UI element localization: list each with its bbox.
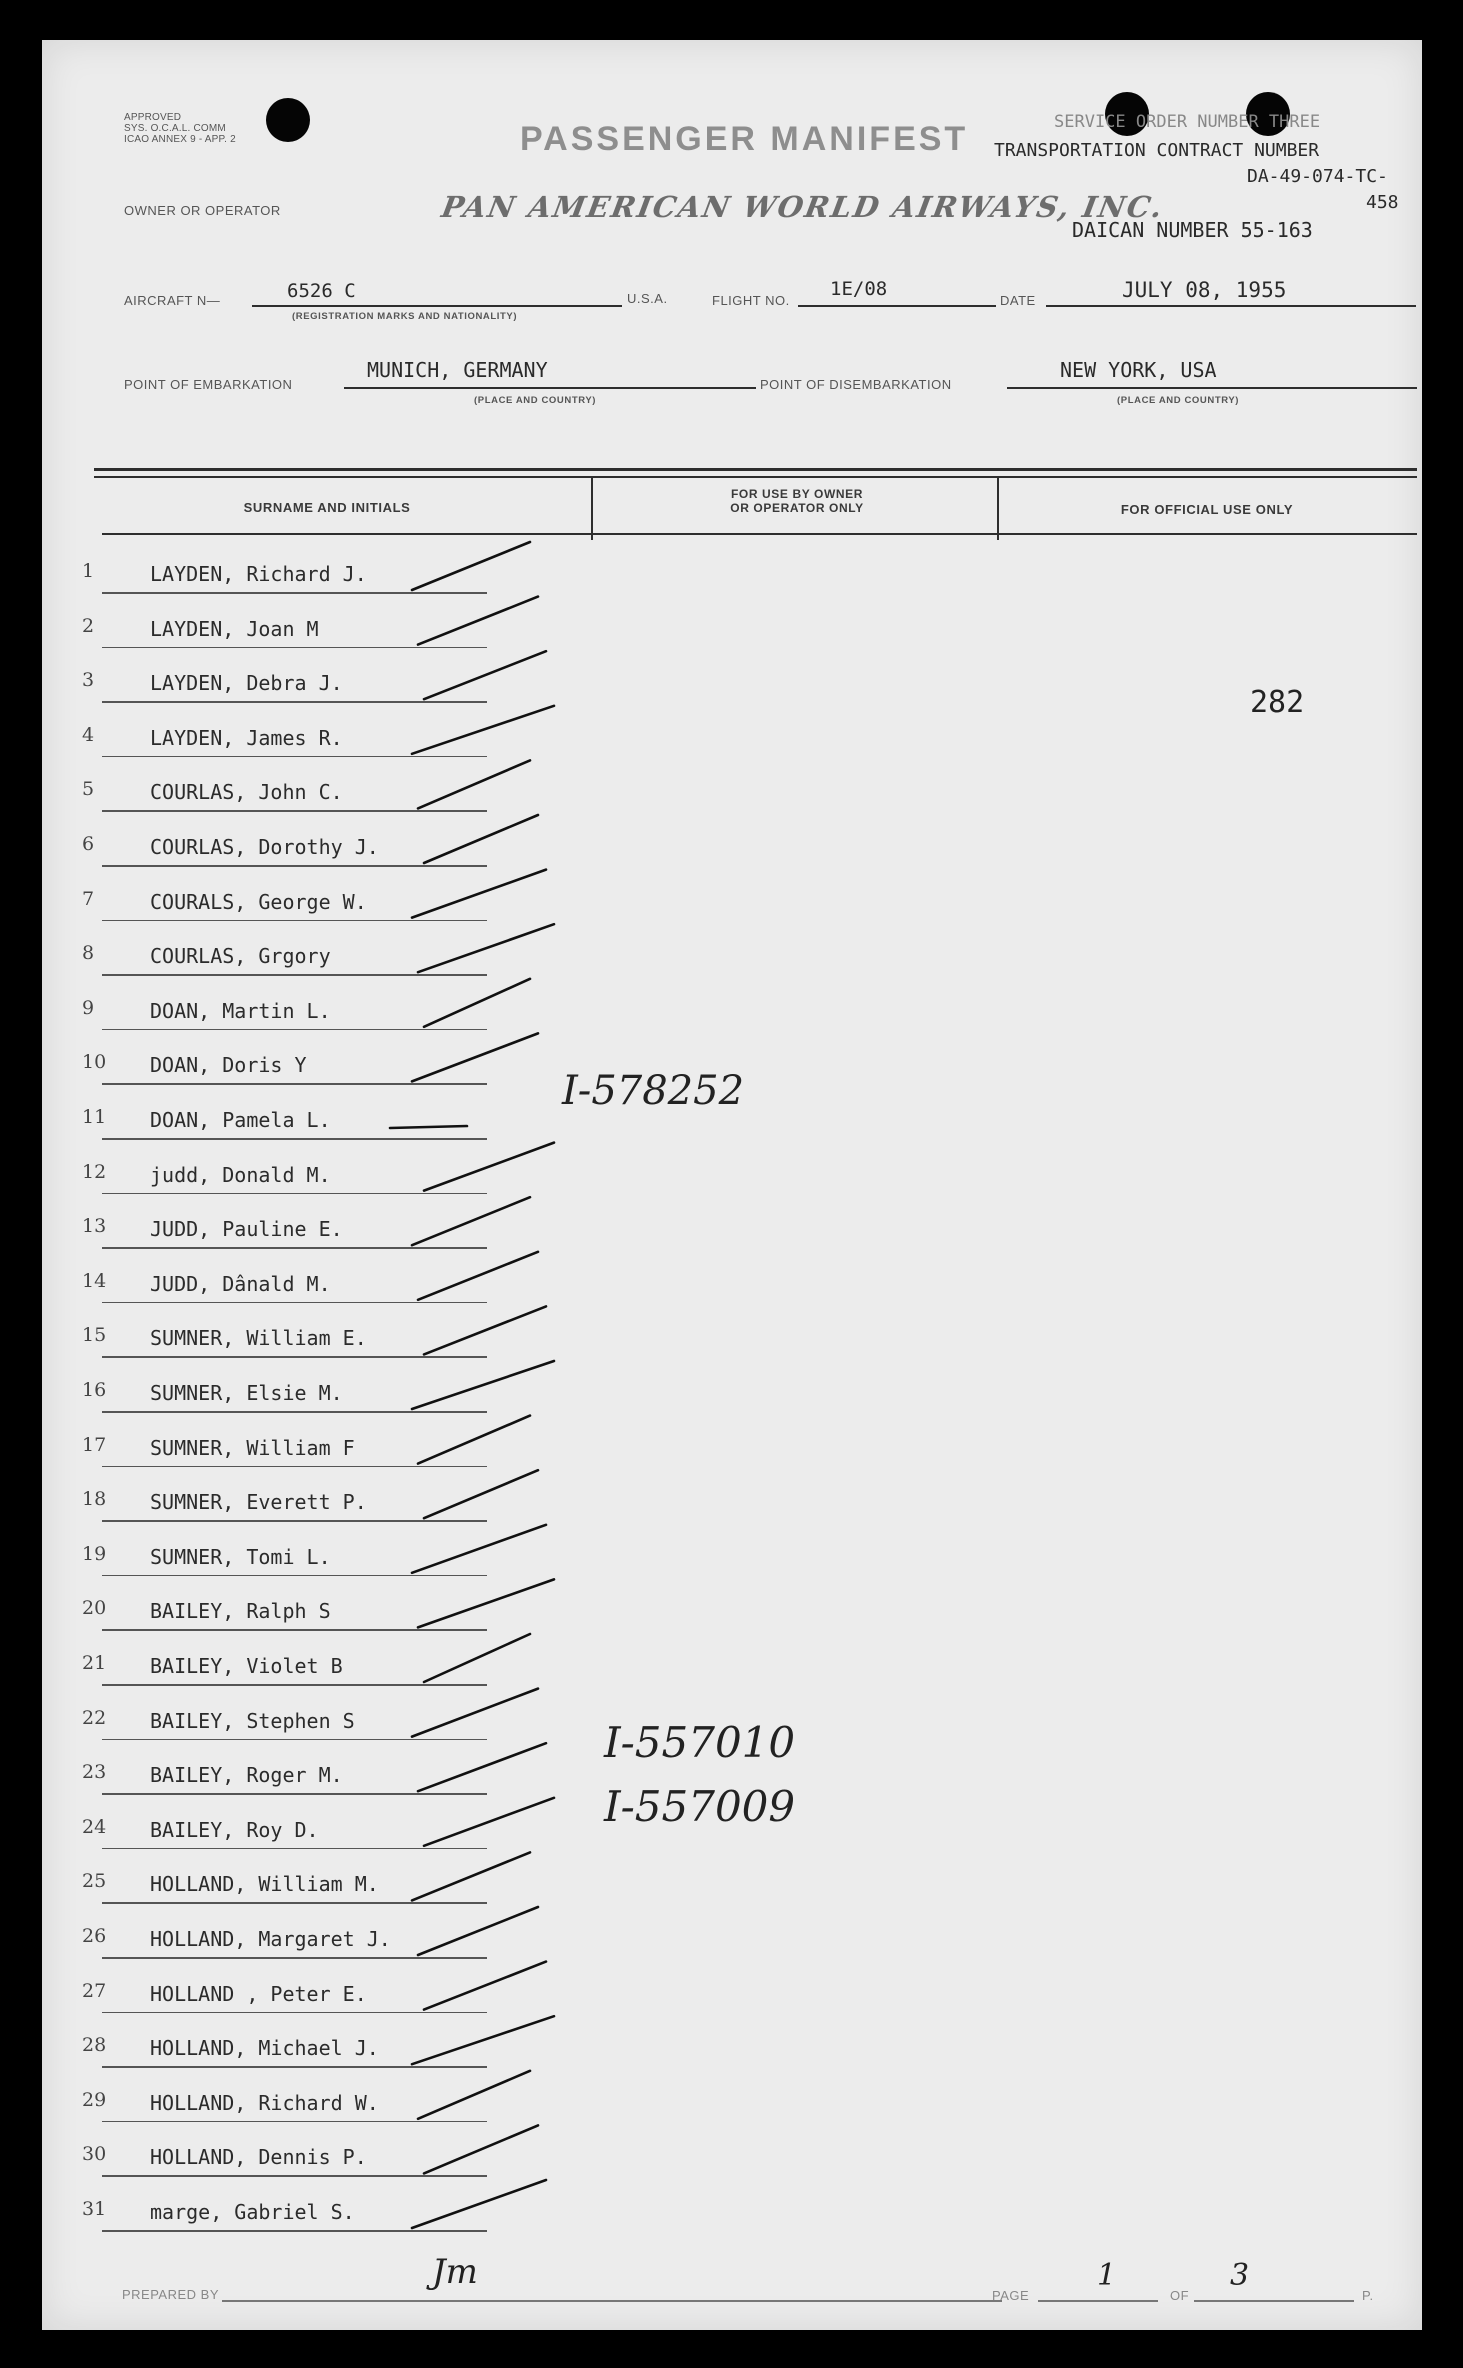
approval-note: APPROVED SYS. O.C.A.L. COMM ICAO ANNEX 9 - APP. 2	[124, 112, 236, 145]
passenger-name: BAILEY, Roy D.	[150, 1817, 319, 1842]
row-number: 22	[82, 1706, 107, 1729]
page-title: PASSENGER MANIFEST	[520, 120, 969, 158]
passenger-name: DOAN, Pamela L.	[150, 1108, 331, 1132]
prepared-label: PREPARED BY	[122, 2287, 220, 2302]
passenger-name: SUMNER, William F	[150, 1435, 355, 1460]
passenger-name: SUMNER, Tomi L.	[150, 1544, 331, 1569]
row-number: 17	[82, 1433, 107, 1456]
row-number: 25	[82, 1870, 107, 1893]
passenger-name: SUMNER, Elsie M.	[150, 1381, 343, 1405]
check-stroke	[418, 1579, 554, 1627]
passenger-name: LAYDEN, Richard J.	[150, 562, 367, 586]
passenger-name: DOAN, Doris Y	[150, 1053, 307, 1078]
check-stroke	[418, 1252, 538, 1300]
registration-note: (REGISTRATION MARKS AND NATIONALITY)	[292, 311, 518, 322]
passenger-name: JUDD, Dânald M.	[150, 1271, 331, 1296]
flight-label: FLIGHT NO.	[712, 293, 790, 308]
row-number: 14	[82, 1269, 107, 1292]
column-official: FOR OFFICIAL USE ONLY	[1120, 502, 1294, 517]
passenger-name: BAILEY, Ralph S	[150, 1599, 331, 1624]
passenger-name: COURLAS, Dorothy J.	[150, 835, 379, 859]
date-label: DATE	[1000, 293, 1036, 308]
row-number: 6	[82, 833, 95, 855]
passenger-name: HOLLAND, Richard W.	[150, 2090, 379, 2115]
check-stroke	[412, 1525, 546, 1573]
check-stroke	[424, 815, 538, 863]
contract-label: TRANSPORTATION CONTRACT NUMBER	[994, 140, 1320, 161]
check-stroke	[412, 2180, 546, 2228]
column-surname: SURNAME AND INITIALS	[243, 500, 411, 515]
row-number: 9	[82, 996, 95, 1019]
check-stroke	[424, 1143, 554, 1191]
contract-suffix: 458	[1366, 192, 1399, 213]
check-stroke	[424, 1962, 546, 2010]
check-stroke	[418, 597, 538, 645]
row-number: 28	[82, 2034, 107, 2057]
passenger-name: HOLLAND, Dennis P.	[150, 2145, 367, 2170]
aircraft-value: 6526 C	[287, 280, 356, 302]
row-number: 13	[82, 1215, 107, 1238]
passenger-name: HOLLAND , Peter E.	[150, 1981, 367, 2006]
flight-value: 1E/08	[830, 278, 888, 300]
row-number: 11	[82, 1106, 107, 1128]
check-stroke	[412, 1852, 530, 1900]
date-value: JULY 08, 1955	[1122, 278, 1287, 302]
passenger-name: BAILEY, Roger M.	[150, 1763, 343, 1788]
row-number: 31	[82, 2198, 107, 2220]
page-number: 1	[1097, 2258, 1117, 2293]
check-stroke	[424, 651, 546, 699]
check-stroke	[412, 1361, 554, 1409]
row-number: 10	[82, 1051, 107, 1074]
passenger-name: SUMNER, Everett P.	[150, 1490, 367, 1515]
row-number: 2	[82, 614, 95, 637]
check-stroke	[418, 760, 530, 808]
check-stroke	[424, 1798, 554, 1846]
embark-value: MUNICH, GERMANY	[367, 358, 548, 382]
disembark-value: NEW YORK, USA	[1060, 358, 1217, 382]
embark-label: POINT OF EMBARKATION	[124, 377, 293, 392]
check-stroke	[418, 1416, 530, 1464]
passenger-name: LAYDEN, Joan M	[150, 616, 319, 641]
row-number: 7	[82, 887, 95, 910]
row-number: 18	[82, 1488, 107, 1511]
row-number: 26	[82, 1925, 107, 1947]
passenger-name: COURLAS, Grgory	[150, 944, 331, 969]
annotation-row22: I-557010	[604, 1718, 796, 1767]
check-stroke	[418, 2071, 530, 2119]
prepared-signature: Jm	[432, 2252, 478, 2292]
aircraft-label: AIRCRAFT N—	[124, 293, 221, 308]
row-number: 4	[82, 723, 95, 746]
check-stroke	[418, 1907, 538, 1955]
column-owner-use: FOR USE BY OWNER OR OPERATOR ONLY	[730, 487, 864, 515]
passenger-name: LAYDEN, James R.	[150, 725, 343, 750]
row-number: 8	[82, 942, 95, 965]
row-number: 30	[82, 2143, 107, 2166]
usa-label: U.S.A.	[627, 291, 668, 306]
passenger-name: BAILEY, Violet B	[150, 1654, 343, 1678]
page-label: PAGE	[992, 2288, 1030, 2303]
check-stroke	[418, 924, 554, 972]
row-number: 12	[82, 1160, 107, 1183]
owner-label: OWNER OR OPERATOR	[124, 203, 281, 218]
row-number: 16	[82, 1379, 107, 1401]
row-number: 19	[82, 1542, 107, 1565]
official-number: 282	[1250, 685, 1305, 720]
row-number: 3	[82, 669, 95, 692]
passenger-name: HOLLAND, Margaret J.	[150, 1927, 391, 1951]
check-stroke	[390, 1126, 467, 1128]
check-stroke	[424, 1634, 530, 1682]
row-number: 27	[82, 1979, 107, 2002]
daican-number: DAICAN NUMBER 55-163	[1072, 218, 1313, 242]
check-stroke	[412, 1033, 538, 1081]
check-stroke	[418, 1743, 546, 1791]
check-stroke	[424, 1470, 538, 1518]
row-number: 23	[82, 1761, 107, 1784]
check-stroke	[424, 979, 530, 1027]
total-pages: 3	[1230, 2258, 1250, 2293]
annotation-row11: I-578252	[562, 1068, 745, 1114]
passenger-name: DOAN, Martin L.	[150, 998, 331, 1023]
check-stroke	[424, 2125, 538, 2173]
check-stroke	[412, 1197, 530, 1245]
passenger-name: COURLAS, John C.	[150, 780, 343, 805]
row-number: 21	[82, 1652, 107, 1674]
place-note-embark: (PLACE AND COUNTRY)	[474, 395, 597, 406]
contract-number: DA-49-074-TC-	[1247, 166, 1388, 187]
check-stroke	[412, 542, 530, 590]
check-stroke	[412, 870, 546, 918]
passenger-name: BAILEY, Stephen S	[150, 1708, 355, 1733]
row-number: 29	[82, 2088, 107, 2111]
row-number: 20	[82, 1597, 107, 1620]
row-number: 1	[82, 560, 95, 582]
service-order: SERVICE ORDER NUMBER THREE	[1054, 112, 1321, 132]
row-number: 15	[82, 1324, 107, 1347]
disembark-label: POINT OF DISEMBARKATION	[760, 377, 952, 392]
airline-name: PAN AMERICAN WORLD AIRWAYS, INC.	[439, 190, 1167, 224]
passenger-name: JUDD, Pauline E.	[150, 1217, 343, 1242]
check-marks	[42, 40, 1422, 2330]
passenger-name: judd, Donald M.	[150, 1162, 331, 1187]
check-stroke	[412, 1689, 538, 1737]
of-label: OF	[1170, 2288, 1190, 2303]
passenger-name: marge, Gabriel S.	[150, 2200, 355, 2224]
passenger-name: HOLLAND, William M.	[150, 1872, 379, 1897]
row-number: 24	[82, 1815, 107, 1838]
passenger-name: SUMNER, William E.	[150, 1326, 367, 1351]
place-note-disembark: (PLACE AND COUNTRY)	[1117, 395, 1240, 406]
check-stroke	[424, 1306, 546, 1354]
annotation-row23: I-557009	[604, 1782, 796, 1831]
check-stroke	[412, 706, 554, 754]
check-stroke	[412, 2016, 554, 2064]
manifest-page	[42, 40, 1422, 2330]
pages-label: P.	[1362, 2288, 1374, 2303]
passenger-name: HOLLAND, Michael J.	[150, 2036, 379, 2061]
row-number: 5	[82, 778, 95, 801]
passenger-name: COURALS, George W.	[150, 889, 367, 914]
passenger-name: LAYDEN, Debra J.	[150, 671, 343, 696]
